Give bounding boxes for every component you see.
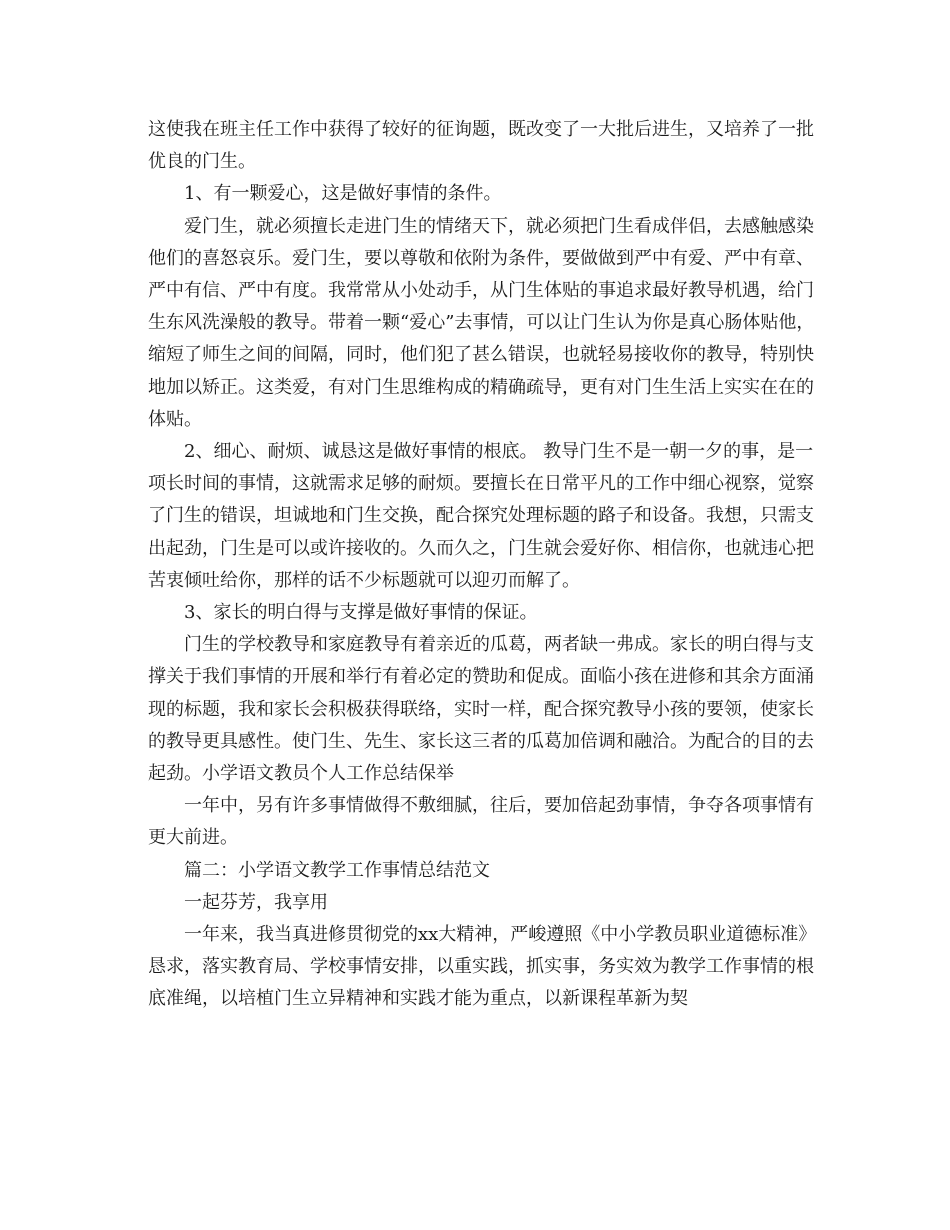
paragraph-10: 一年来，我当真进修贯彻党的xx大精神，严峻遵照《中小学教员职业道德标准》恳求，落实教育局、学校事情安排，以重实践，抓实事，务实效为教学工作事情的根底准绳，以培植门生立异精神和实践才能为重点，以新课程革新为契 [148,924,817,1010]
paragraph-9: 一起芬芳，我享用 [184,891,328,913]
paragraph-8: 篇二：小学语文教学工作事情总结范文 [184,859,490,881]
document-body [148,114,820,1016]
paragraph-1: 这使我在班主任工作中获得了较好的征询题，既改变了一大批后进生，又培养了一批优良的门生。 [148,119,814,173]
paragraph-3: 爱门生，就必须擅长走进门生的情绪天下，就必须把门生看成伴侣，去感触感染他们的喜怒哀乐。爱门生，要以尊敬和依附为条件，要做做到严中有爱、严中有章、严中有信、严中有度。我常常从小处动手，从门生体贴的事追求最好教导机遇，给门生东风洗澡般的教导。带着一颗“爱心”去事情，可以让门生认为你是真心肠体贴他，缩短了师生之间的间隔，同时，他们犯了甚么错误，也就轻易接收你的教导，特别快地加以矫正。这类爱，有对门生思维构成的精确疏导，更有对门生生活上实实在在的体贴。 [148,215,815,430]
paragraph-5: 3、家长的明白得与支撑是做好事情的保证。 [184,602,538,624]
paragraph-6: 门生的学校教导和家庭教导有着亲近的瓜葛，两者缺一弗成。家长的明白得与支撑关于我们事情的开展和举行有着必定的赞助和促成。面临小孩在进修和其余方面涌现的标题，我和家长会积极获得联络，实时一样，配合探究教导小孩的要领，使家长的教导更具感性。使门生、先生、家长这三者的瓜葛加倍调和融洽。为配合的目的去起劲。小学语文教员个人工作总结保举 [148,634,814,785]
paragraph-4: 2、细心、耐烦、诚恳这是做好事情的根底。 教导门生不是一朝一夕的事，是一项长时间的事情，这就需求足够的耐烦。要擅长在日常平凡的工作中细心视察，觉察了门生的错误，坦诚地和门生交换，配合探究处理标题的路子和设备。我想，只需支出起劲，门生是可以或许接收的。久而久之，门生就会爱好你、相信你，也就违心把苦衷倾吐给你，那样的话不少标题就可以迎刃而解了。 [148,441,814,591]
paragraph-2: 1、有一颗爱心，这是做好事情的条件。 [184,183,502,205]
paragraph-7: 一年中，另有许多事情做得不敷细腻，往后，要加倍起劲事情，争夺各项事情有更大前进。 [148,795,814,849]
